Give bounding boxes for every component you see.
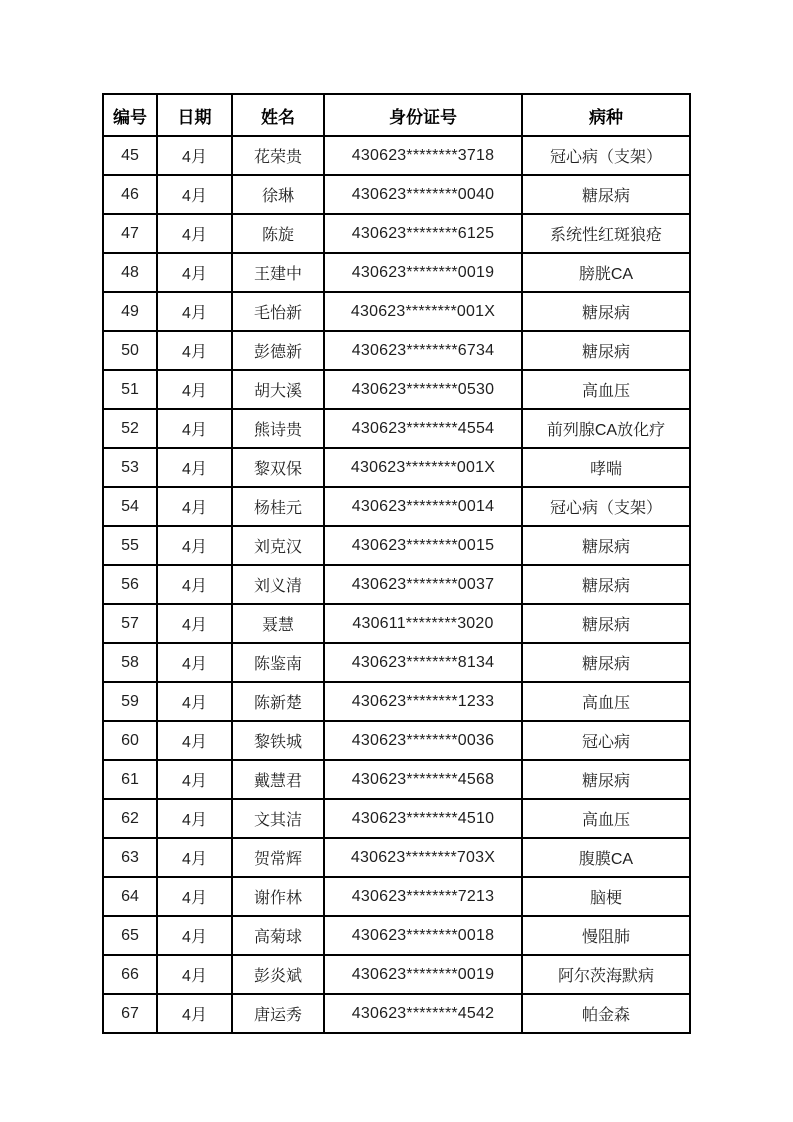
cell-date: 4月 [157,721,232,760]
cell-date: 4月 [157,370,232,409]
cell-name: 陈新楚 [232,682,324,721]
cell-no: 55 [103,526,157,565]
cell-date: 4月 [157,253,232,292]
table-row [103,604,690,643]
cell-disease: 冠心病（支架） [522,136,690,175]
cell-date: 4月 [157,565,232,604]
cell-no: 66 [103,955,157,994]
cell-date: 4月 [157,136,232,175]
cell-disease: 糖尿病 [522,604,690,643]
cell-no: 54 [103,487,157,526]
cell-date: 4月 [157,292,232,331]
cell-name: 陈鉴南 [232,643,324,682]
column-header-date: 日期 [157,94,232,136]
cell-name: 贺常辉 [232,838,324,877]
cell-disease: 高血压 [522,799,690,838]
cell-disease: 系统性红斑狼疮 [522,214,690,253]
cell-name: 唐运秀 [232,994,324,1033]
column-header-id-number: 身份证号 [324,94,522,136]
table-row [103,994,690,1033]
cell-id-number: 430623********0015 [324,526,522,565]
cell-no: 46 [103,175,157,214]
cell-name: 杨桂元 [232,487,324,526]
cell-name: 聂慧 [232,604,324,643]
cell-name: 王建中 [232,253,324,292]
cell-disease: 脑梗 [522,877,690,916]
table-row [103,565,690,604]
table-row [103,136,690,175]
cell-date: 4月 [157,799,232,838]
table-row [103,487,690,526]
column-header-name: 姓名 [232,94,324,136]
cell-id-number: 430623********001X [324,448,522,487]
cell-date: 4月 [157,838,232,877]
cell-disease: 糖尿病 [522,565,690,604]
table-row [103,955,690,994]
cell-no: 57 [103,604,157,643]
cell-id-number: 430623********0036 [324,721,522,760]
cell-disease: 糖尿病 [522,643,690,682]
table-row [103,448,690,487]
cell-disease: 冠心病（支架） [522,487,690,526]
table-row [103,526,690,565]
cell-id-number: 430623********0018 [324,916,522,955]
cell-id-number: 430623********7213 [324,877,522,916]
cell-disease: 冠心病 [522,721,690,760]
cell-name: 徐琳 [232,175,324,214]
table-row [103,682,690,721]
cell-disease: 慢阻肺 [522,916,690,955]
cell-name: 刘克汉 [232,526,324,565]
cell-no: 50 [103,331,157,370]
cell-date: 4月 [157,526,232,565]
cell-date: 4月 [157,409,232,448]
cell-no: 65 [103,916,157,955]
cell-no: 47 [103,214,157,253]
cell-no: 64 [103,877,157,916]
column-header-disease: 病种 [522,94,690,136]
cell-no: 53 [103,448,157,487]
cell-disease: 阿尔茨海默病 [522,955,690,994]
cell-id-number: 430623********4510 [324,799,522,838]
table-row [103,799,690,838]
cell-no: 63 [103,838,157,877]
cell-id-number: 430623********0014 [324,487,522,526]
cell-no: 51 [103,370,157,409]
table-row [103,877,690,916]
table-row [103,760,690,799]
cell-name: 陈旋 [232,214,324,253]
cell-disease: 高血压 [522,370,690,409]
cell-id-number: 430623********6734 [324,331,522,370]
table-row [103,643,690,682]
cell-disease: 糖尿病 [522,331,690,370]
cell-disease: 腹膜CA [522,838,690,877]
table-body [103,136,690,1033]
table-row [103,214,690,253]
cell-date: 4月 [157,760,232,799]
patient-table [102,93,691,1034]
cell-disease: 高血压 [522,682,690,721]
cell-no: 59 [103,682,157,721]
cell-date: 4月 [157,448,232,487]
cell-date: 4月 [157,682,232,721]
cell-id-number: 430623********0530 [324,370,522,409]
cell-name: 黎双保 [232,448,324,487]
table-row [103,409,690,448]
cell-name: 高菊球 [232,916,324,955]
cell-no: 61 [103,760,157,799]
cell-disease: 帕金森 [522,994,690,1033]
cell-date: 4月 [157,175,232,214]
cell-id-number: 430623********4554 [324,409,522,448]
cell-disease: 糖尿病 [522,760,690,799]
cell-id-number: 430611********3020 [324,604,522,643]
cell-id-number: 430623********0019 [324,253,522,292]
cell-name: 彭德新 [232,331,324,370]
cell-id-number: 430623********6125 [324,214,522,253]
cell-no: 45 [103,136,157,175]
table-row [103,292,690,331]
cell-date: 4月 [157,214,232,253]
cell-date: 4月 [157,916,232,955]
cell-name: 刘义清 [232,565,324,604]
table-row [103,370,690,409]
cell-date: 4月 [157,487,232,526]
cell-no: 48 [103,253,157,292]
cell-disease: 糖尿病 [522,526,690,565]
cell-name: 戴慧君 [232,760,324,799]
cell-name: 熊诗贵 [232,409,324,448]
table-row [103,838,690,877]
table-row [103,253,690,292]
cell-name: 毛怡新 [232,292,324,331]
table-row [103,331,690,370]
cell-name: 黎铁城 [232,721,324,760]
cell-id-number: 430623********0040 [324,175,522,214]
cell-name: 花荣贵 [232,136,324,175]
cell-id-number: 430623********0037 [324,565,522,604]
column-header-no: 编号 [103,94,157,136]
cell-date: 4月 [157,877,232,916]
cell-date: 4月 [157,994,232,1033]
cell-no: 62 [103,799,157,838]
cell-disease: 糖尿病 [522,292,690,331]
cell-no: 58 [103,643,157,682]
cell-id-number: 430623********8134 [324,643,522,682]
cell-name: 文其洁 [232,799,324,838]
cell-disease: 前列腺CA放化疗 [522,409,690,448]
cell-id-number: 430623********703X [324,838,522,877]
cell-disease: 哮喘 [522,448,690,487]
cell-id-number: 430623********0019 [324,955,522,994]
cell-no: 49 [103,292,157,331]
table-header-row [103,94,690,136]
cell-name: 胡大溪 [232,370,324,409]
cell-disease: 糖尿病 [522,175,690,214]
cell-disease: 膀胱CA [522,253,690,292]
cell-name: 彭炎斌 [232,955,324,994]
table-row [103,721,690,760]
cell-date: 4月 [157,955,232,994]
cell-id-number: 430623********4568 [324,760,522,799]
cell-id-number: 430623********4542 [324,994,522,1033]
table-row [103,175,690,214]
cell-date: 4月 [157,643,232,682]
cell-no: 56 [103,565,157,604]
cell-no: 67 [103,994,157,1033]
cell-id-number: 430623********001X [324,292,522,331]
cell-date: 4月 [157,331,232,370]
cell-id-number: 430623********1233 [324,682,522,721]
cell-no: 52 [103,409,157,448]
cell-id-number: 430623********3718 [324,136,522,175]
cell-date: 4月 [157,604,232,643]
table-row [103,916,690,955]
cell-no: 60 [103,721,157,760]
cell-name: 谢作林 [232,877,324,916]
